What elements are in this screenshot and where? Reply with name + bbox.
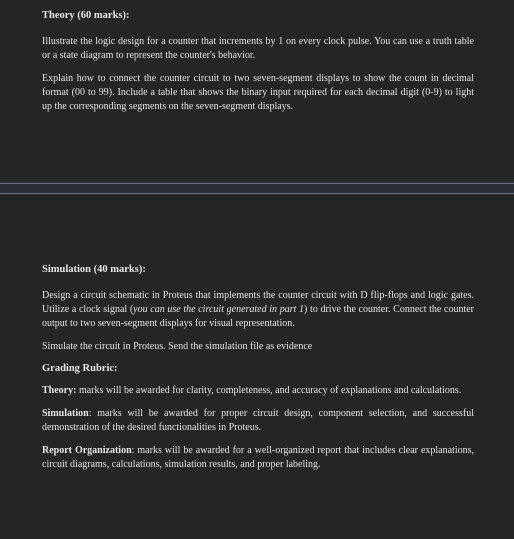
divider-line-top [0, 183, 514, 184]
rubric-item-theory [42, 384, 474, 398]
simulation-p1-before: Design a circuit schematic in Proteus that implements the counter circuit with D flip-flops and logic gates. Utilize a clock signal ( [42, 290, 474, 315]
rubric-title: Grading Rubric: [42, 363, 118, 374]
rubric-item-simulation [42, 407, 474, 435]
theory-section [0, 0, 514, 114]
theory-paragraph-2: Explain how to connect the counter circuit to two seven-segment displays to show the count in decimal format (00 to 99). Include a table that shows the binary input required for each decimal digit (0-9) to light up the corresponding segments on the seven-segment displays. [42, 73, 474, 112]
rubric-item-report [42, 444, 474, 472]
simulation-title: Simulation (40 marks): [42, 264, 146, 275]
simulation-p1-after: ) to drive the counter. Connect the counter output to two seven-segment displays for visual representation. [42, 304, 474, 329]
rubric-item-text: marks will be awarded for clarity, completeness, and accuracy of explanations and calculations. [76, 385, 462, 396]
theory-title: Theory (60 marks): [42, 10, 130, 21]
rubric-item-label: Theory: [42, 385, 77, 396]
simulation-paragraph-1 [42, 289, 474, 331]
simulation-paragraph-2: Simulate the circuit in Proteus. Send the simulation file as evidence [42, 341, 313, 352]
rubric-item-text: : marks will be awarded for a well-organized report that includes clear explanations, circuit diagrams, calculations, simulation results, and proper labeling. [42, 445, 474, 470]
theory-paragraph-1: Illustrate the logic design for a counter that increments by 1 on every clock pulse. You can use a truth table or a state diagram to represent the counter's behavior. [42, 36, 474, 61]
rubric-item-label: Simulation [42, 408, 89, 419]
simulation-section [0, 263, 514, 472]
rubric-item-label: Report Organization [42, 445, 132, 456]
divider-line-bottom [0, 193, 514, 194]
simulation-p1-italic: you can use the circuit generated in part 1 [133, 304, 305, 315]
rubric-item-text: : marks will be awarded for proper circuit design, component selection, and successful demonstration of the desired functionalities in Proteus. [42, 408, 474, 433]
